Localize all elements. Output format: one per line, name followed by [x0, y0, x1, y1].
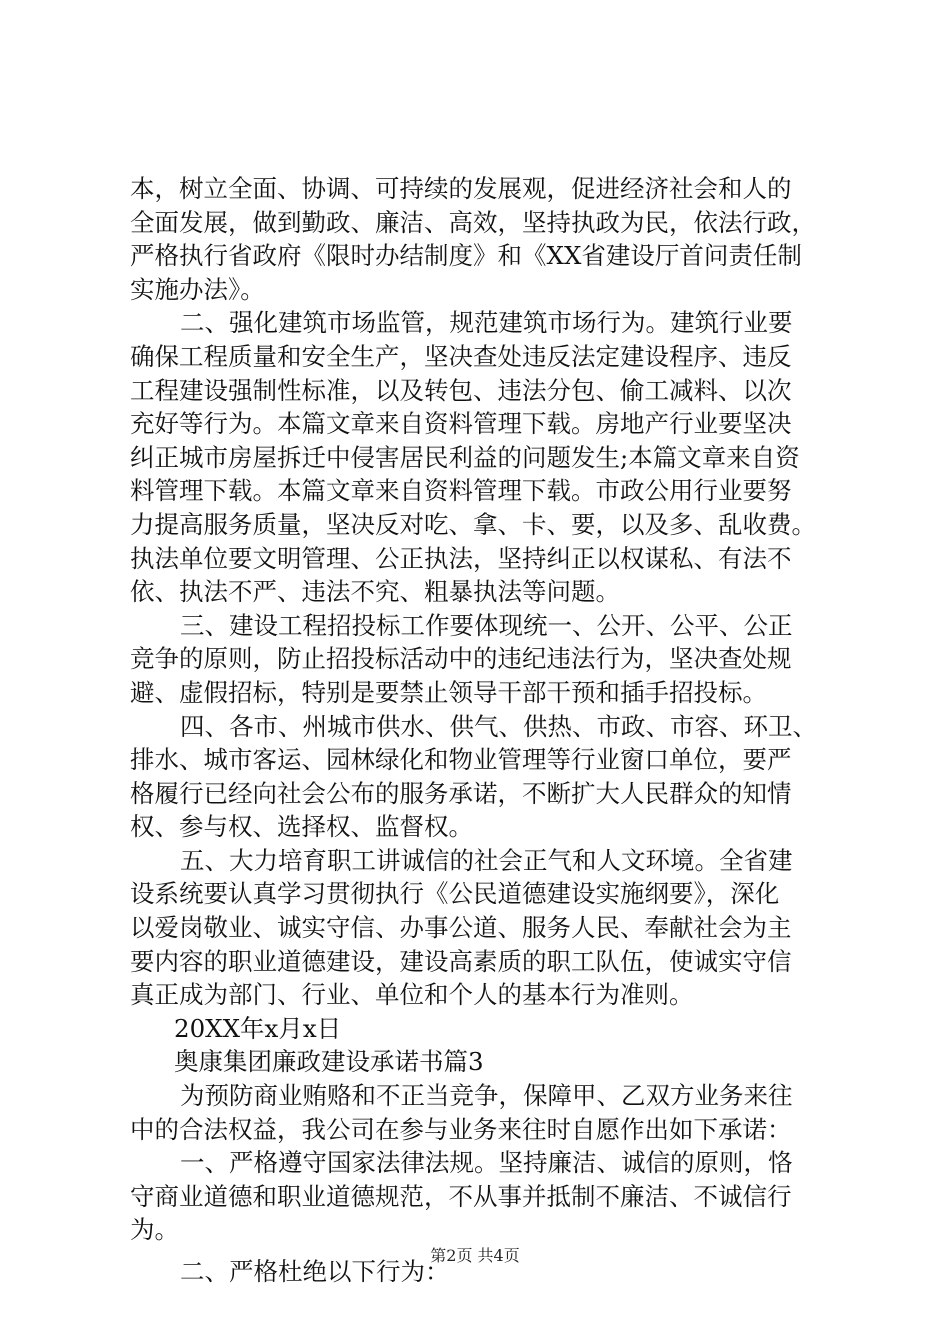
text-line: 力提高服务质量，坚决反对吃、拿、卡、要，以及多、乱收费。 [130, 509, 816, 539]
text-line: 本，树立全面、协调、可持续的发展观，促进经济社会和人的 [130, 174, 792, 203]
text-line: 全面发展，做到勤政、廉洁、高效，坚持执政为民，依法行政， [130, 207, 816, 237]
text-line: 设系统要认真学习贯彻执行《公民道德建设实施纲要》，深化 [130, 879, 780, 909]
text-line: 以爱岗敬业、诚实守信、办事公道、服务人民、奉献社会为主 [130, 913, 792, 943]
paragraph-start: 三、建设工程招投标工作要体现统一、公开、公平、公正 [180, 610, 793, 640]
text-line: 格履行已经向社会公布的服务承诺，不断扩大人民群众的知情 [130, 778, 792, 808]
text-line: 真正成为部门、行业、单位和个人的基本行为准则。 [130, 980, 694, 1010]
text-line: 避、虚假招标，特别是要禁止领导干部干预和插手招投标。 [130, 677, 767, 707]
text-line: 要内容的职业道德建设，建设高素质的职工队伍，使诚实守信 [130, 946, 792, 976]
text-line: 执法单位要文明管理、公正执法，坚持纠正以权谋私、有法不 [130, 543, 792, 573]
paragraph-start: 二、严格杜绝以下行为： [180, 1257, 450, 1286]
paragraph-start: 一、严格遵守国家法律法规。坚持廉洁、诚信的原则，恪 [180, 1148, 793, 1178]
section-title: 奥康集团廉政建设承诺书篇3 [174, 1047, 484, 1077]
paragraph-start: 四、各市、州城市供水、供气、供热、市政、市容、环卫、 [180, 711, 817, 741]
text-line: 守商业道德和职业道德规范，不从事并抵制不廉洁、不诚信行 [130, 1181, 792, 1211]
text-line: 竞争的原则，防止招投标活动中的违纪违法行为，坚决查处规 [130, 644, 792, 674]
text-line: 依、执法不严、违法不究、粗暴执法等问题。 [130, 577, 620, 607]
paragraph-start: 二、强化建筑市场监管，规范建筑市场行为。建筑行业要 [180, 308, 793, 338]
text-line: 充好等行为。本篇文章来自资料管理下载。房地产行业要坚决 [130, 409, 792, 439]
page-number-footer: 第2页 共4页 [430, 1246, 520, 1265]
text-line: 纠正城市房屋拆迁中侵害居民利益的问题发生;本篇文章来自资 [130, 442, 800, 472]
text-line: 工程建设强制性标准，以及转包、违法分包、偷工减料、以次 [130, 375, 792, 405]
paragraph-start: 五、大力培育职工讲诚信的社会正气和人文环境。全省建 [180, 845, 793, 875]
document-body [130, 172, 830, 1289]
paragraph-start: 为预防商业贿赂和不正当竞争，保障甲、乙双方业务来往 [180, 1081, 793, 1111]
date-line: 20XX年x月x日 [174, 1013, 342, 1043]
text-line: 确保工程质量和安全生产，坚决查处违反法定建设程序、违反 [130, 341, 792, 371]
text-line: 权、参与权、选择权、监督权。 [130, 812, 473, 842]
text-line: 中的合法权益，我公司在参与业务来往时自愿作出如下承诺： [130, 1114, 792, 1144]
text-line: 料管理下载。本篇文章来自资料管理下载。市政公用行业要努 [130, 476, 792, 506]
text-line: 实施办法》。 [130, 274, 265, 304]
text-line: 为。 [130, 1215, 179, 1245]
text-line: 排水、城市客运、园林绿化和物业管理等行业窗口单位，要严 [130, 745, 792, 775]
text-line: 严格执行省政府《限时办结制度》和《XX省建设厅首问责任制 [130, 241, 802, 271]
